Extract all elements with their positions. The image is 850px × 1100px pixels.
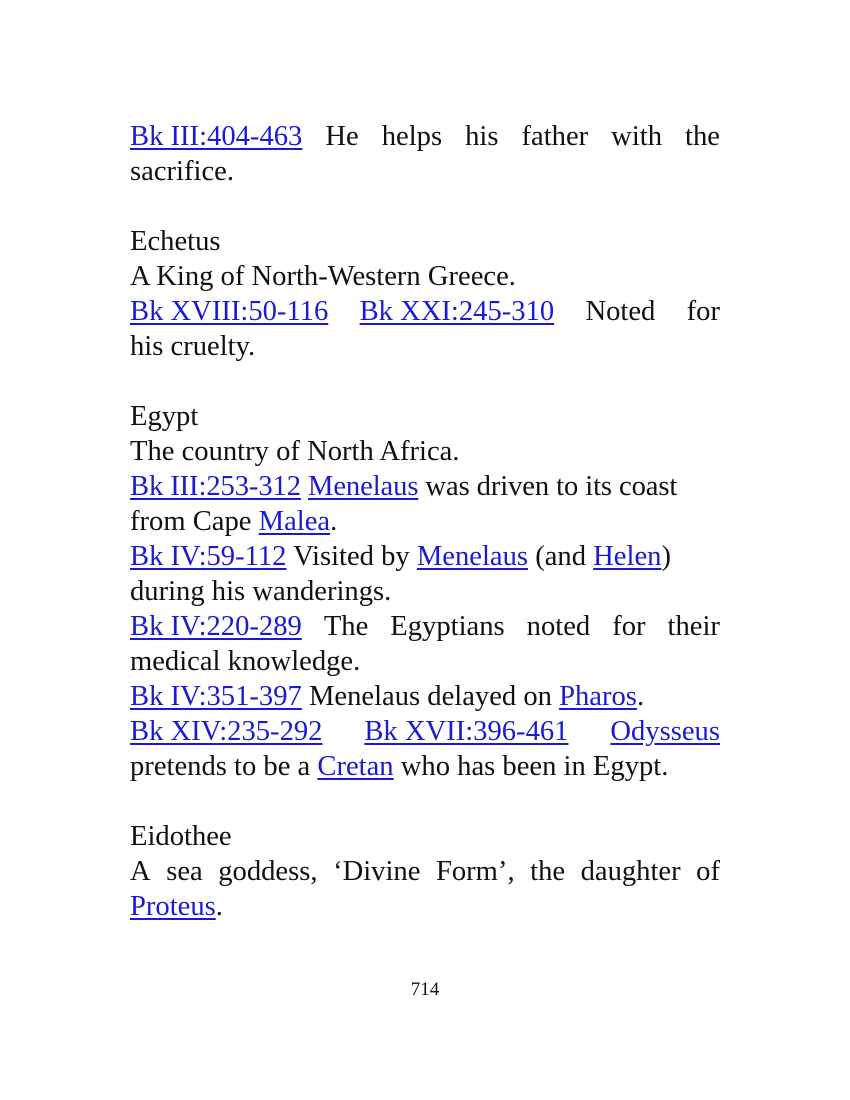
entry-line (130, 294, 720, 329)
name-link-proteus[interactable]: Proteus (130, 891, 216, 922)
paragraph-gap (130, 189, 720, 224)
name-link-odysseus[interactable]: Odysseus (610, 716, 720, 747)
text-word: with (611, 121, 663, 152)
name-link-menelaus[interactable]: Menelaus (308, 471, 419, 502)
book-reference-link[interactable]: Bk IV:351-397 (130, 681, 302, 712)
entry-text: who has been in Egypt. (393, 751, 669, 782)
text-word: of (696, 856, 720, 887)
entry-text: Visited by (286, 541, 417, 572)
entry-text: . (215, 891, 223, 922)
text-word: the (530, 856, 566, 887)
name-link-menelaus[interactable]: Menelaus (416, 541, 529, 572)
text-word: helps (381, 121, 443, 152)
entry-text: was driven to its coast (418, 471, 678, 502)
book-reference-link[interactable]: Bk XVII:396-461 (364, 716, 569, 747)
text-word: The (323, 611, 369, 642)
entry-heading-egypt: Egypt (130, 401, 199, 432)
entry-text: . (636, 681, 645, 712)
entry-heading-eidothee: Eidothee (130, 821, 232, 852)
entry-line (130, 504, 720, 539)
text-word: Form’, (435, 856, 515, 887)
entry-text: . (330, 506, 338, 537)
entry-heading-echetus: Echetus (130, 226, 221, 257)
name-link-malea[interactable]: Malea (258, 506, 331, 537)
entry-line (130, 889, 720, 924)
book-reference-link[interactable]: Bk IV:220-289 (130, 611, 302, 642)
entry-text: pretends to be a (130, 751, 318, 782)
text-word: ‘Divine (333, 856, 421, 887)
text-word: goddess, (218, 856, 318, 887)
entry-line (130, 679, 720, 714)
entry-line (130, 749, 720, 784)
entry-line (130, 714, 720, 749)
text-word: their (667, 611, 720, 642)
page-number: 714 (410, 979, 440, 1000)
book-reference-link[interactable]: Bk III:404-463 (130, 121, 303, 152)
paragraph-gap (130, 784, 720, 819)
text-word: for (612, 611, 646, 642)
text-word: his (465, 121, 499, 152)
entry-line (130, 854, 720, 889)
text-word: the (685, 121, 720, 152)
entry-line (130, 469, 720, 504)
text-word: A (130, 856, 151, 887)
name-link-pharos[interactable]: Pharos (559, 681, 637, 712)
entry-line (130, 119, 720, 154)
entry-description: The country of North Africa. (130, 436, 460, 467)
text-word: father (521, 121, 589, 152)
book-reference-link[interactable]: Bk XIV:235-292 (130, 716, 323, 747)
entry-line: sacrifice. (130, 156, 234, 187)
entry-line (130, 539, 720, 574)
text-word: He (325, 121, 359, 152)
book-reference-link[interactable]: Bk XVIII:50-116 (130, 296, 329, 327)
text-word: noted (526, 611, 591, 642)
entry-line (130, 609, 720, 644)
book-reference-link[interactable]: Bk XXI:245-310 (359, 296, 555, 327)
entry-description: A King of North-Western Greece. (130, 261, 516, 292)
entry-line: his cruelty. (130, 331, 256, 362)
book-reference-link[interactable]: Bk IV:59-112 (130, 541, 287, 572)
entry-text: ) (661, 541, 671, 572)
text-word: daughter (580, 856, 681, 887)
entry-text: (and (528, 541, 594, 572)
name-link-cretan[interactable]: Cretan (317, 751, 394, 782)
text-word: Noted (585, 296, 656, 327)
entry-text: from Cape (130, 506, 259, 537)
document-page (130, 119, 720, 924)
paragraph-gap (130, 364, 720, 399)
entry-line: during his wanderings. (130, 576, 392, 607)
entry-line: medical knowledge. (130, 646, 361, 677)
text-word: sea (166, 856, 203, 887)
text-word: for (686, 296, 720, 327)
book-reference-link[interactable]: Bk III:253-312 (130, 471, 301, 502)
entry-text: Menelaus delayed on (301, 681, 560, 712)
text-word: Egyptians (390, 611, 505, 642)
name-link-helen[interactable]: Helen (593, 541, 662, 572)
